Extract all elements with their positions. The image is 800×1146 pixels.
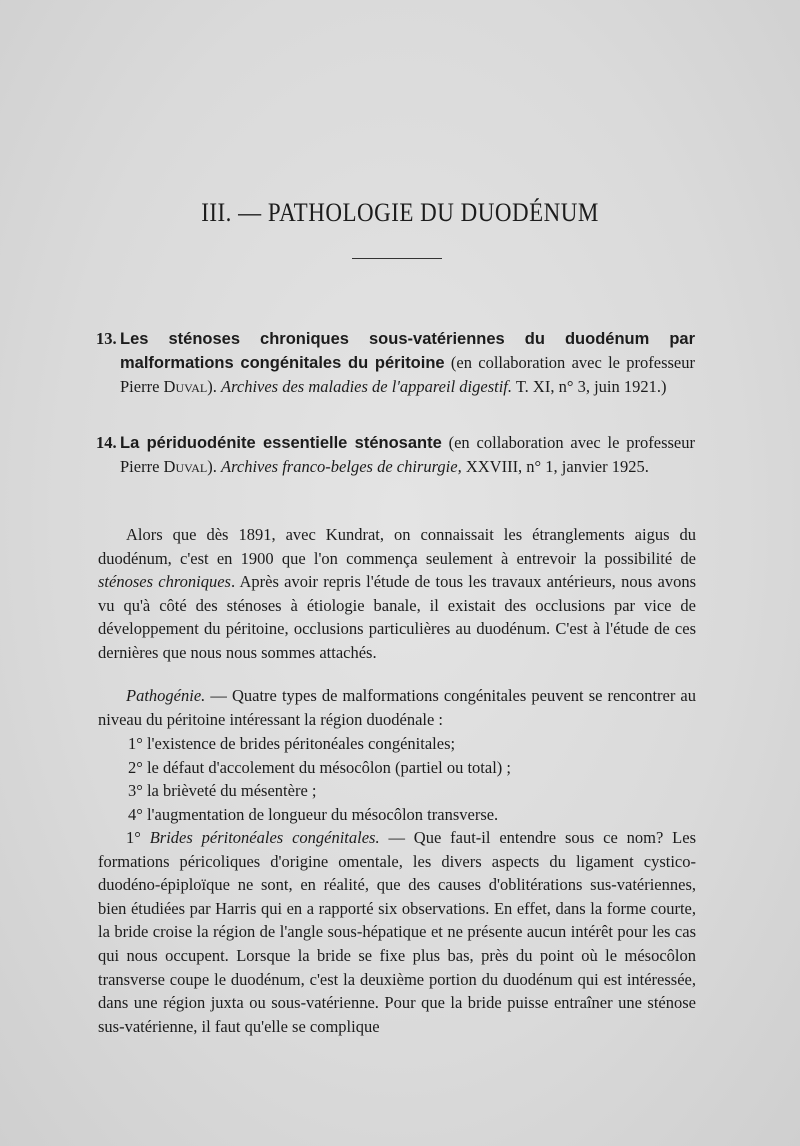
reference-author: Duval: [163, 377, 208, 396]
para1-italic: sténoses chroniques: [98, 572, 231, 592]
reference-title: Les sténoses chroniques sous-vatériennes du duodénum par malformations congénitales du péritoine: [120, 330, 695, 372]
reference-journal: Archives franco-belges de chirurgie,: [220, 457, 462, 476]
reference-13: [96, 327, 695, 398]
reference-collab-end: ).: [207, 377, 221, 396]
reference-author: Duval: [163, 457, 208, 476]
title-divider: [352, 258, 442, 259]
list-item: 4° l'augmentation de longueur du mésocôlon transverse.: [128, 804, 499, 824]
reference-details: T. XI, n° 3, juin 1921.): [512, 377, 667, 396]
list-item: 2° le défaut d'accolement du mésocôlon (partiel ou total) ;: [128, 757, 511, 777]
list-item: 3° la brièveté du mésentère ;: [128, 781, 317, 801]
pathogenie-label: Pathogénie.: [126, 686, 206, 705]
paragraph-brides: [98, 826, 696, 1038]
malformation-list: [128, 732, 698, 826]
brides-number: 1°: [126, 828, 141, 847]
list-item: 1° l'existence de brides péritonéales congénitales;: [128, 734, 456, 753]
reference-collab-end: ).: [207, 457, 221, 476]
paragraph-pathogenie: [98, 684, 696, 731]
section-title: III. — PATHOLOGIE DU DUODÉNUM: [201, 198, 599, 227]
brides-text: — Que faut-il entendre sous ce nom? Les formations péricoliques d'origine omentale, les divers aspects du ligament cystico-duodéno-épiploïque ne sont, en réalité, que des causes d'oblitérations sus-vatériennes, bien étudiées par Harris qui en a rapporté six observations. En effet, dans la forme courte, la bride croise la région de l'angle sous-hépatique et ne présente aucun intérêt pour les cas qui nous occupent. Lorsque la bride se fixe plus bas, près du point où le mésocôlon transverse coupe le duodénum, c'est la deuxième portion du duodénum qui est intéressée, dans une région juxta ou sous-vatérienne. Pour que la bride puisse entraîner une sténose sus-vatérienne, il faut qu'elle se complique: [98, 828, 696, 1036]
reference-title: La périduodénite essentielle sténosante: [120, 434, 442, 452]
pathogenie-text: — Quatre types de malformations congénitales peuvent se rencontrer au niveau du péritoine intéressant la région duodénale :: [98, 686, 696, 729]
reference-collab: (en collaboration avec le professeur Pierre: [120, 433, 695, 476]
reference-number: 13.: [96, 329, 117, 348]
reference-journal: Archives des maladies de l'appareil digestif.: [220, 377, 512, 396]
para1-before: Alors que dès 1891, avec Kundrat, on connaissait les étranglements aigus du duodénum, c'est en 1900 que l'on commença seulement à entrevoir la possibilité de: [98, 525, 696, 568]
paragraph-intro: [98, 523, 696, 665]
brides-label: Brides péritonéales congénitales.: [140, 828, 380, 847]
reference-collab: (en collaboration avec le professeur Pierre: [120, 353, 695, 396]
reference-14: [96, 431, 695, 478]
reference-number: 14.: [96, 433, 117, 452]
para1-after: . Après avoir repris l'étude de tous les travaux antérieurs, nous avons vu qu'à côté des sténoses à étiologie banale, il existait des occlusions par vice de développement du péritoine, occlusions particulières au duodénum. C'est à l'étude de ces dernières que nous nous sommes attachés.: [98, 572, 696, 662]
reference-details: XXVIII, n° 1, janvier 1925.: [461, 457, 649, 476]
